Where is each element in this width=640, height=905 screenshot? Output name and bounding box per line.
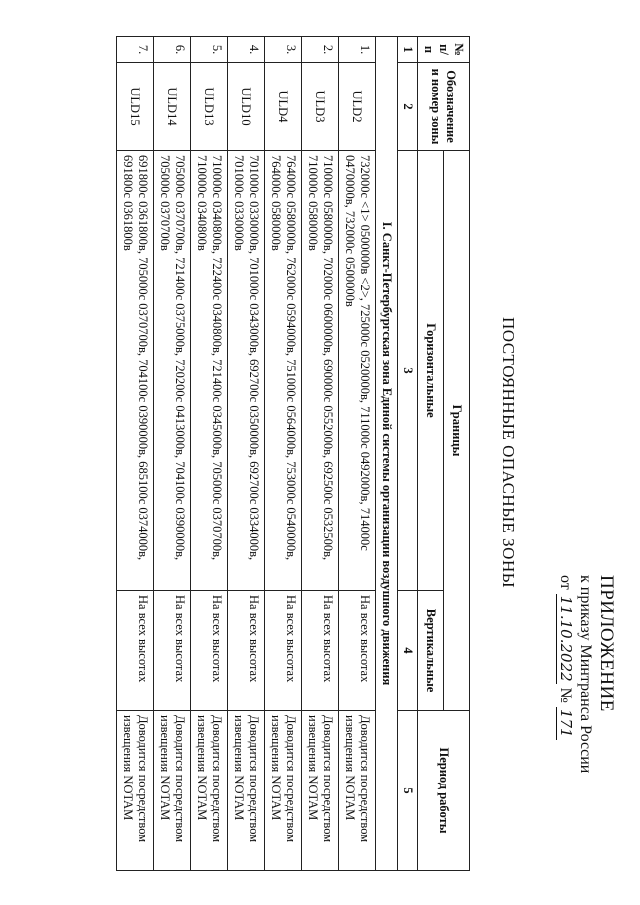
work-period: Доводится посредством извещения NOTAM — [228, 711, 265, 871]
vertical-bounds: На всех высотах — [154, 591, 191, 711]
work-period: Доводится посредством извещения NOTAM — [339, 711, 376, 871]
work-period: Доводится посредством извещения NOTAM — [191, 711, 228, 871]
table-row — [117, 37, 154, 871]
table-row — [265, 37, 302, 871]
section-title: I. Санкт-Петербургская зона Единой системы организации воздушного движения — [376, 37, 398, 871]
header-vertical: Вертикальные — [418, 591, 444, 711]
column-number: 1 — [398, 37, 418, 63]
document-title: ПОСТОЯННЫЕ ОПАСНЫЕ ЗОНЫ — [499, 316, 518, 589]
vertical-bounds: На всех высотах — [302, 591, 339, 711]
row-number: 1. — [339, 37, 376, 63]
appendix-header — [556, 575, 618, 875]
vertical-bounds: На всех высотах — [265, 591, 302, 711]
section-row — [376, 37, 398, 871]
horizontal-bounds: 764000с 0580000в, 762000с 0594000в, 751000с 0564000в, 753000с 0540000в, 764000с 0580000в — [265, 151, 302, 591]
appendix-date-line — [556, 575, 576, 875]
header-boundaries: Границы — [444, 151, 470, 711]
table-row — [154, 37, 191, 871]
horizontal-bounds: 732000с <1> 0500000в <2>, 725000с 0520000в, 711000с 0492000в, 714000с 0470000в, 732000с 0500000в — [339, 151, 376, 591]
zone-id: ULD10 — [228, 63, 265, 151]
table-row — [302, 37, 339, 871]
column-number: 2 — [398, 63, 418, 151]
row-number: 4. — [228, 37, 265, 63]
zone-id: ULD15 — [117, 63, 154, 151]
horizontal-bounds: 701000с 0330000в, 701000с 0343000в, 692700с 0350000в, 692700с 0334000в, 701000с 0330000в — [228, 151, 265, 591]
appendix-order-line: к приказу Минтранса России — [576, 575, 594, 774]
header-period: Период работы — [418, 711, 470, 871]
appendix-number-handwritten: 171 — [557, 708, 576, 738]
column-number: 3 — [398, 151, 418, 591]
row-number: 5. — [191, 37, 228, 63]
zone-id: ULD3 — [302, 63, 339, 151]
row-number: 3. — [265, 37, 302, 63]
work-period: Доводится посредством извещения NOTAM — [302, 711, 339, 871]
horizontal-bounds: 691800с 0361800в, 705000с 0370700в, 704100с 0390000в, 685100с 0374000в, 691800с 0361800в — [117, 151, 154, 591]
horizontal-bounds: 705000с 0370700в, 721400с 0375000в, 720200с 0413000в, 704100с 0390000в, 705000с 0370700в — [154, 151, 191, 591]
vertical-bounds: На всех высотах — [228, 591, 265, 711]
column-number-row — [398, 37, 418, 871]
danger-zones-table — [116, 36, 470, 871]
row-number: 6. — [154, 37, 191, 63]
header-number: № п/п — [418, 37, 470, 63]
work-period: Доводится посредством извещения NOTAM — [265, 711, 302, 871]
appendix-title: ПРИЛОЖЕНИЕ — [596, 575, 617, 712]
zone-id: ULD4 — [265, 63, 302, 151]
vertical-bounds: На всех высотах — [191, 591, 228, 711]
horizontal-bounds: 710000с 0340800в, 722400с 0340800в, 721400с 0345000в, 705000с 0370700в, 710000с 0340800в — [191, 151, 228, 591]
appendix-number-sign: № — [557, 687, 575, 703]
header-horizontal: Горизонтальные — [418, 151, 444, 591]
appendix-date-handwritten: 11.10.2022 — [557, 595, 576, 682]
vertical-bounds: На всех высотах — [117, 591, 154, 711]
row-number: 7. — [117, 37, 154, 63]
column-number: 5 — [398, 711, 418, 871]
table-row — [228, 37, 265, 871]
zone-id: ULD2 — [339, 63, 376, 151]
table-row — [339, 37, 376, 871]
horizontal-bounds: 710000с 0580000в, 702000с 0600000в, 690000с 0552000в, 692500с 0532500в, 710000с 0580000в — [302, 151, 339, 591]
zone-id: ULD14 — [154, 63, 191, 151]
row-number: 2. — [302, 37, 339, 63]
work-period: Доводится посредством извещения NOTAM — [154, 711, 191, 871]
header-zone-designation: Обозначение и номер зоны — [418, 63, 470, 151]
table-row — [191, 37, 228, 871]
work-period: Доводится посредством извещения NOTAM — [117, 711, 154, 871]
appendix-from-label: от — [557, 575, 575, 590]
column-number: 4 — [398, 591, 418, 711]
zone-id: ULD13 — [191, 63, 228, 151]
vertical-bounds: На всех высотах — [339, 591, 376, 711]
